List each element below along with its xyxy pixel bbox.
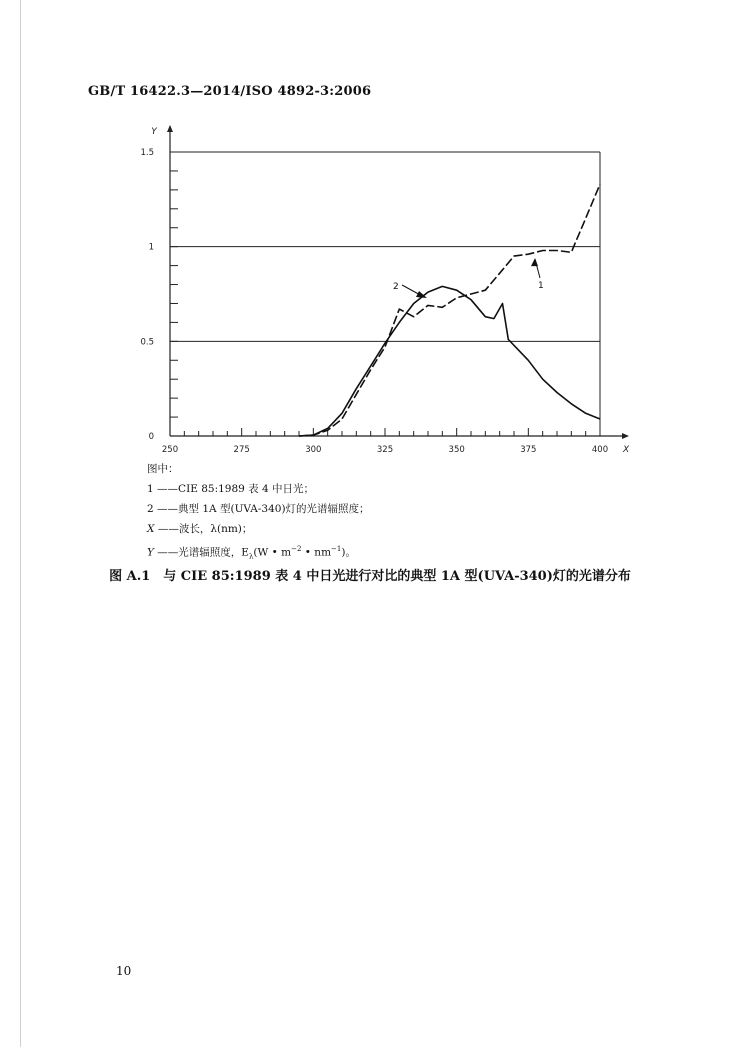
x-tick-label: 250	[161, 445, 179, 455]
x-tick-label: 400	[591, 445, 609, 455]
annotation-label-2: 2	[393, 282, 399, 292]
y-tick-label: 0	[148, 432, 154, 442]
legend	[147, 459, 370, 567]
document-header: GB/T 16422.3—2014/ISO 4892-3:2006	[88, 84, 372, 99]
figure-caption: 图 A.1 与 CIE 85:1989 表 4 中日光进行对比的典型 1A 型(UVA-340)灯的光谱分布	[109, 569, 631, 584]
legend-text: 典型 1A 型(UVA-340)灯的光谱辐照度；	[178, 503, 370, 515]
annotation-label-1: 1	[538, 281, 544, 291]
legend-superscript: −1	[331, 545, 342, 553]
legend-text: 光谱辐照度，E	[178, 546, 249, 559]
x-tick-label: 375	[520, 445, 537, 455]
legend-text: • nm	[301, 546, 332, 559]
legend-subscript: λ	[248, 552, 254, 561]
y-tick-label: 1.5	[140, 148, 154, 158]
legend-text: 波长，λ(nm)；	[178, 523, 253, 535]
x-tick-label: 275	[233, 445, 250, 455]
legend-key: X	[147, 523, 155, 535]
legend-item-2: 2 ——典型 1A 型(UVA-340)灯的光谱辐照度；	[147, 503, 370, 515]
series-line-2	[299, 286, 600, 436]
y-axis-label: Y	[151, 127, 157, 137]
x-axis-arrow	[622, 433, 629, 439]
x-tick-label: 350	[448, 445, 465, 455]
x-tick-label: 325	[376, 445, 394, 455]
legend-text: (W • m	[253, 546, 292, 559]
legend-item-x: X ——波长，λ(nm)；	[147, 523, 253, 535]
x-axis-label: X	[623, 445, 630, 455]
legend-text: CIE 85:1989 表 4 中日光；	[178, 483, 315, 495]
legend-key: 1	[147, 483, 154, 495]
x-tick-label: 300	[305, 445, 322, 455]
annotation-arrow-1	[531, 258, 538, 266]
y-axis-arrow	[167, 125, 173, 132]
legend-key: 2	[147, 503, 154, 515]
legend-title: 图中：	[147, 463, 179, 475]
series-line-1	[299, 184, 600, 436]
legend-item-1: 1 ——CIE 85:1989 表 4 中日光；	[147, 483, 315, 495]
legend-key: Y	[147, 546, 154, 559]
legend-text: )。	[341, 546, 356, 559]
page-number: 10	[116, 964, 132, 978]
y-tick-label: 1	[148, 242, 154, 253]
legend-item-y: Y ——光谱辐照度，$E_\lambda(W$ • $m^{-2}$ • $nm^{-1}$)。	[147, 545, 356, 561]
y-tick-label: 0.5	[140, 337, 154, 348]
legend-superscript: −2	[291, 545, 302, 553]
